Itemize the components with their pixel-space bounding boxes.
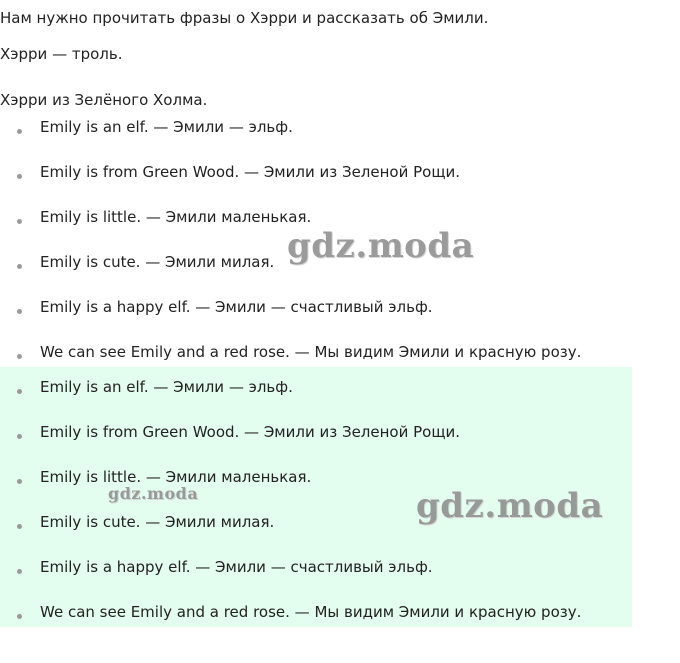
bullet-icon [17,309,22,314]
list-item-text: Emily is cute. — Эмили милая. [40,253,275,271]
harry-sentence-1: Хэрри — троль. [0,45,123,63]
bullet-icon [17,219,22,224]
list-item-text: Emily is cute. — Эмили милая. [40,513,275,531]
list-item-text: Emily is from Green Wood. — Эмили из Зеленой Рощи. [40,163,460,181]
bullet-icon [17,434,22,439]
bullet-icon [17,569,22,574]
bullet-icon [17,354,22,359]
watermark: gdz.moda [416,486,604,526]
list-item [0,117,581,162]
list-item-text: Emily is an elf. — Эмили — эльф. [40,118,293,136]
bullet-icon [17,264,22,269]
bullet-icon [17,614,22,619]
list-item [0,422,581,467]
list-item-text: We can see Emily and a red rose. — Мы видим Эмили и красную розу. [40,343,582,361]
list-item [0,297,581,342]
watermark: gdz.moda [287,226,475,266]
bullet-icon [17,479,22,484]
list-item-text: Emily is little. — Эмили маленькая. [40,208,312,226]
harry-sentence-2: Хэрри из Зелёного Холма. [0,91,208,109]
list-item [0,162,581,207]
list-item [0,557,581,602]
list-item-text: We can see Emily and a red rose. — Мы видим Эмили и красную розу. [40,603,582,621]
list-item-text: Emily is an elf. — Эмили — эльф. [40,378,293,396]
bullet-icon [17,524,22,529]
bullet-icon [17,389,22,394]
list-item-text: Emily is a happy elf. — Эмили — счастливый эльф. [40,298,433,316]
list-item [0,377,581,422]
list-item-text: Emily is from Green Wood. — Эмили из Зеленой Рощи. [40,423,460,441]
watermark: gdz.moda [108,484,199,503]
list-item-text: Emily is little. — Эмили маленькая. [40,468,312,486]
list-item-text: Emily is a happy elf. — Эмили — счастливый эльф. [40,558,433,576]
list-item [0,602,581,647]
intro-text: Нам нужно прочитать фразы о Хэрри и рассказать об Эмили. [0,9,489,27]
bullet-icon [17,129,22,134]
bullet-icon [17,174,22,179]
